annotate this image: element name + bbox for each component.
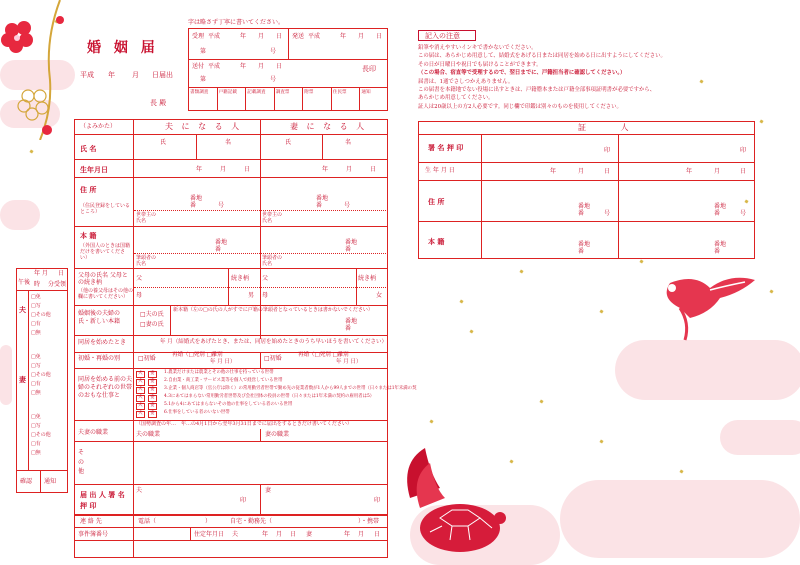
turtle-illustration xyxy=(400,448,510,558)
notes-title-box xyxy=(418,30,476,41)
side-afternoon: 午後 xyxy=(18,279,31,286)
husband-surname-checkbox[interactable]: □夫の氏 xyxy=(140,311,164,318)
side-mark[interactable]: □写 xyxy=(31,303,41,309)
witness2-seal: 印 xyxy=(740,147,747,154)
occupation-option: 1.農業だけまたは農業とその他の仕事を持っている世帯 xyxy=(164,370,274,375)
wife-birth-year: 年 xyxy=(322,166,329,173)
residence-husband: 夫 xyxy=(232,531,239,538)
reception-check-cell: 住民票 xyxy=(332,90,347,95)
side-mark[interactable]: □免 xyxy=(31,294,41,300)
occupation-checkbox[interactable]: 妻 xyxy=(150,403,155,408)
side-mark[interactable]: □有 xyxy=(31,441,41,447)
occupation-checkbox[interactable]: 夫 xyxy=(138,371,143,376)
reception-era: 平成 xyxy=(208,33,221,40)
phone-label: 電話（ xyxy=(138,518,157,525)
reception-check-cell: 記載調査 xyxy=(247,90,266,95)
plum-blossom-decoration xyxy=(0,0,75,140)
marriage-type-label: 初婚・再婚の別 xyxy=(78,355,121,362)
case-number-label: 事件簿番号 xyxy=(78,531,109,538)
residence-wife: 妻 xyxy=(306,531,313,538)
occupation-checkbox[interactable]: 妻 xyxy=(150,411,155,416)
reception-check-cell: 附票 xyxy=(304,90,314,95)
side-month: 年 月 xyxy=(34,270,48,277)
occupation-note: （国勢調査の年… 年…の4月1日から翌年3月31日までに届出をするときだけ書いてください） xyxy=(136,421,352,427)
residence-husband-year: 年 xyxy=(262,531,269,538)
wife-householder-label: 世帯主の氏名 xyxy=(262,212,283,224)
husband-birth-year: 年 xyxy=(196,166,203,173)
residence-wife-month: 月 xyxy=(358,531,365,538)
wife-birth-month: 月 xyxy=(346,166,353,173)
wife-remarriage-checkbox[interactable]: 再婚（□死別 □離別 xyxy=(298,352,349,358)
reception-day: 日 xyxy=(276,33,283,40)
witness2-address-ban: 番 xyxy=(714,210,721,217)
occupation-option: 5.1から4にあてはまらないその他の仕事をしている者のいる世帯 xyxy=(164,402,293,407)
residence-wife-year: 年 xyxy=(344,531,351,538)
reception-check-row xyxy=(188,88,388,111)
wife-zokugara-label: 続き柄 xyxy=(358,275,377,282)
side-mark[interactable]: □有 xyxy=(31,321,41,327)
wife-mother-label: 母 xyxy=(262,292,269,299)
husband-signature-label: 夫 xyxy=(136,487,143,494)
occupation-checkbox[interactable]: 夫 xyxy=(138,403,143,408)
residence-husband-day: 日 xyxy=(290,531,297,538)
wife-given-label: 名 xyxy=(345,139,352,146)
reception-sent-year: 年 xyxy=(340,33,347,40)
reception-month: 月 xyxy=(258,33,265,40)
note-line: この届書を本籍地でない役場に出すときは、戸籍謄本または戸籍全部事項証明書が必要ですから、 xyxy=(418,87,656,93)
daughter-label: 女 xyxy=(376,292,383,299)
occupation-checkbox[interactable]: 夫 xyxy=(138,379,143,384)
other-label: そ の 他 xyxy=(78,449,85,476)
phone-close: ） xyxy=(205,518,212,525)
wife-surname-label: 氏 xyxy=(285,139,292,146)
witness1-seal: 印 xyxy=(604,147,611,154)
witness-birth-label: 生 年 月 日 xyxy=(425,167,455,174)
witness1-address-banchi: 番地 xyxy=(578,203,591,210)
husband-occupation-label: 夫の職業 xyxy=(136,431,161,438)
witness1-birth-day: 日 xyxy=(604,168,611,175)
occupation-checkbox[interactable]: 妻 xyxy=(150,387,155,392)
side-mark[interactable]: □写 xyxy=(31,423,41,429)
household-occupation-options xyxy=(134,369,417,419)
honseki-label: 本 籍 xyxy=(80,231,97,240)
top-note: 字は略さず丁寧に書いてください。 xyxy=(188,19,285,26)
husband-father-label: 父 xyxy=(136,275,143,282)
reception-forward-day: 日 xyxy=(276,63,283,70)
husband-address-go: 号 xyxy=(218,202,225,209)
note-line: 証人は20歳以上の方2人必要です。同じ欄で印鑑は別々のものを使用してください。 xyxy=(418,103,622,110)
address-label: 住 所 xyxy=(80,185,97,194)
husband-zokugara-label: 続き柄 xyxy=(231,275,250,282)
side-marks xyxy=(29,291,67,471)
residence-date-label: 住定年月日 xyxy=(194,531,225,538)
witness1-honseki-ban: 番 xyxy=(578,248,585,255)
cohabit-label: 同居を始めたとき xyxy=(78,339,127,346)
side-wife: 妻 xyxy=(19,375,26,384)
husband-surname-label: 氏 xyxy=(160,139,167,146)
husband-birth-month: 月 xyxy=(220,166,227,173)
occupation-option: 2.自由業・商工業・サービス業等を個人で経営している世帯 xyxy=(164,378,283,383)
reception-forward-no-suffix: 号 xyxy=(270,76,277,83)
side-husband: 夫 xyxy=(19,305,26,314)
page-title: 婚 姻 届 xyxy=(87,40,159,56)
side-notify: 通知 xyxy=(44,478,57,485)
side-mark[interactable]: □免 xyxy=(31,354,41,360)
occupation-checkbox[interactable]: 夫 xyxy=(138,387,143,392)
date-filed: 日届出 xyxy=(152,71,173,79)
wife-honseki-banchi: 番地 xyxy=(345,239,358,246)
reception-forward-month: 月 xyxy=(258,63,265,70)
husband-given-label: 名 xyxy=(225,139,232,146)
wife-column-header: 妻 に な る 人 xyxy=(290,122,368,131)
witness-title: 証 人 xyxy=(578,123,645,132)
wife-occupation-label: 妻の職業 xyxy=(265,431,290,438)
witness2-honseki-ban: 番 xyxy=(714,248,721,255)
wife-address-ban: 番 xyxy=(316,202,323,209)
occupation-checkbox[interactable]: 妻 xyxy=(150,371,155,376)
reception-no-suffix: 号 xyxy=(270,48,277,55)
new-honseki-instruction: 新本籍（左の□の氏の人がすでに戸籍の筆頭者となっているときは書かないでください） xyxy=(173,307,373,313)
side-mark[interactable]: □無 xyxy=(31,450,41,456)
occupation-checkbox[interactable]: 夫 xyxy=(138,411,143,416)
son-label: 男 xyxy=(248,292,255,299)
occupation-label: 夫妻の職業 xyxy=(78,429,109,436)
wife-seal: 印 xyxy=(374,497,381,504)
side-mark[interactable]: □無 xyxy=(31,390,41,396)
recipient: 長 殿 xyxy=(150,99,167,107)
note-line: 鉛筆や消えやすいインキで書かないでください。 xyxy=(418,45,537,51)
date-era: 平成 xyxy=(80,71,94,79)
reception-received: 受理 xyxy=(192,33,205,40)
husband-birth-day: 日 xyxy=(244,166,251,173)
husband-mother-label: 母 xyxy=(136,292,143,299)
name-label: 氏 名 xyxy=(80,144,97,153)
signature-label: 届 出 人 署 名 押 印 xyxy=(80,490,125,510)
parents-label: 父母の氏名 父母との続き柄 xyxy=(78,272,128,287)
side-mark[interactable]: □写 xyxy=(31,363,41,369)
witness2-honseki-banchi: 番地 xyxy=(714,241,727,248)
reception-forward-era: 平成 xyxy=(208,63,221,70)
husband-address-banchi: 番地 xyxy=(190,195,203,202)
reception-check-cell: 通知 xyxy=(361,90,371,95)
husband-first-marriage-checkbox[interactable]: □初婚 xyxy=(138,355,156,362)
reception-sent-day: 日 xyxy=(376,33,383,40)
witness2-birth-day: 日 xyxy=(740,168,747,175)
husband-honseki-banchi: 番地 xyxy=(215,239,228,246)
new-honseki-ban: 番 xyxy=(345,325,352,332)
phone-mobile-label: ）・携帯 xyxy=(358,518,380,525)
occupation-checkbox[interactable]: 夫 xyxy=(138,395,143,400)
wife-birth-day: 日 xyxy=(370,166,377,173)
address-note: （住民登録をしているところ） xyxy=(80,203,131,215)
honseki-note: （外国人のときは国籍だけを書いてください） xyxy=(80,243,131,261)
witness-signature-label: 署 名 押 印 xyxy=(428,143,464,152)
reception-sent-era: 平成 xyxy=(308,33,321,40)
side-day: 日 xyxy=(58,270,65,277)
reception-sent-month: 月 xyxy=(358,33,365,40)
side-received: 分受領 xyxy=(48,281,67,288)
side-mark[interactable]: □その他 xyxy=(31,312,51,318)
wife-father-label: 父 xyxy=(262,275,269,282)
household-occupation-label: 同居を始める前の夫婦のそれぞれの世帯のおもな仕事と xyxy=(78,376,133,400)
yomi-label: （よみかた） xyxy=(80,123,117,130)
wife-signature-label: 妻 xyxy=(265,487,272,494)
reception-head-seal: 長印 xyxy=(362,65,376,73)
witness-address-label: 住 所 xyxy=(428,197,445,206)
reception-no: 第 xyxy=(200,48,207,55)
note-line: その日が日曜日や祝日でも届けることができます。 xyxy=(418,61,542,68)
reception-check-cell: 戸籍記載 xyxy=(218,90,237,95)
cohabit-instruction: 年 月（結婚式をあげたとき、または、同居を始めたときのうち早いほうを書いてください） xyxy=(160,339,388,345)
side-hour: 時 xyxy=(34,281,41,288)
witness2-address-banchi: 番地 xyxy=(714,203,727,210)
husband-seal: 印 xyxy=(240,497,247,504)
wife-head-label: 筆頭者の氏名 xyxy=(262,255,283,267)
husband-remarriage-date: 年 月 日） xyxy=(210,359,236,365)
occupation-checkbox[interactable]: 妻 xyxy=(150,395,155,400)
notes-list xyxy=(418,46,758,116)
occupation-option: 6.仕事をしている者のいない世帯 xyxy=(164,410,230,415)
witness1-address-go: 号 xyxy=(604,210,611,217)
note-line: あらかじめ用意してください。 xyxy=(418,95,494,102)
reception-check-cell: 調査票 xyxy=(275,90,290,95)
birth-label: 生年月日 xyxy=(80,165,108,174)
contact-label: 連 絡 先 xyxy=(80,518,102,525)
date-year: 年 xyxy=(108,71,115,79)
notes-title: 記入の注意 xyxy=(425,32,460,40)
husband-honseki-ban: 番 xyxy=(215,246,222,253)
note-line: （この場合、宿直等で受理するので、翌日までに、戸籍担当者に確認してください。） xyxy=(418,70,626,77)
witness1-birth-month: 月 xyxy=(578,168,585,175)
reception-forward: 送付 xyxy=(192,63,205,70)
reception-forward-year: 年 xyxy=(240,63,247,70)
side-confirm: 確認 xyxy=(20,478,33,485)
note-line: この届は、あらかじめ用意して、結婚式をあげる日または同居を始める日に出すようにしてください。 xyxy=(418,53,666,60)
residence-husband-month: 月 xyxy=(276,531,283,538)
side-mark[interactable]: □有 xyxy=(31,381,41,387)
wife-address-banchi: 番地 xyxy=(316,195,329,202)
side-mark[interactable]: □その他 xyxy=(31,372,51,378)
new-honseki-label: 婚姻後の夫婦の 氏・新しい本籍 xyxy=(78,310,121,325)
occupation-option: 3.企業・個人商店等（官公庁は除く）の常用勤労者世帯で勤め先の従業者数が1人から99人までの世帯（日々または1年未満の契 xyxy=(164,386,417,391)
occupation-option: 4.3にあてはまらない常用勤労者世帯及び会社団体の役員の世帯（日々または1年未満の契約の雇用者は5） xyxy=(164,394,375,399)
witness2-address-go: 号 xyxy=(740,210,747,217)
side-mark[interactable]: □その他 xyxy=(31,432,51,438)
wife-address-go: 号 xyxy=(344,202,351,209)
new-honseki-banchi: 番地 xyxy=(345,318,358,325)
witness2-birth-month: 月 xyxy=(714,168,721,175)
wife-remarriage-date: 年 月 日） xyxy=(336,359,362,365)
husband-householder-label: 世帯主の氏名 xyxy=(136,212,157,224)
wife-first-marriage-checkbox[interactable]: □初婚 xyxy=(264,355,282,362)
residence-wife-day: 日 xyxy=(374,531,381,538)
husband-head-label: 筆頭者の氏名 xyxy=(136,255,157,267)
witness1-birth-year: 年 xyxy=(550,168,557,175)
reception-forward-no: 第 xyxy=(200,76,207,83)
wife-surname-checkbox[interactable]: □妻の氏 xyxy=(140,321,164,328)
reception-year: 年 xyxy=(240,33,247,40)
witness-honseki-label: 本 籍 xyxy=(428,237,445,246)
phone-type-label: 自宅・勤務先（ xyxy=(230,518,273,525)
reception-sent: 発送 xyxy=(292,33,305,40)
occupation-checkbox[interactable]: 妻 xyxy=(150,379,155,384)
husband-column-header: 夫 に な る 人 xyxy=(165,122,243,131)
witness2-birth-year: 年 xyxy=(686,168,693,175)
husband-address-ban: 番 xyxy=(190,202,197,209)
witness1-address-ban: 番 xyxy=(578,210,585,217)
witness1-honseki-banchi: 番地 xyxy=(578,241,591,248)
side-mark[interactable]: □免 xyxy=(31,414,41,420)
wife-honseki-ban: 番 xyxy=(345,246,352,253)
husband-remarriage-checkbox[interactable]: 再婚（□死別 □離別 xyxy=(172,352,223,358)
side-mark[interactable]: □無 xyxy=(31,330,41,336)
date-month: 月 xyxy=(132,71,139,79)
parents-note: （他の養父母はその他の欄に書いてください） xyxy=(78,288,134,300)
reception-check-cell: 書類調査 xyxy=(190,90,209,95)
note-line: 届書は、1通でさしつかえありません。 xyxy=(418,78,514,85)
crane-illustration xyxy=(650,268,765,343)
